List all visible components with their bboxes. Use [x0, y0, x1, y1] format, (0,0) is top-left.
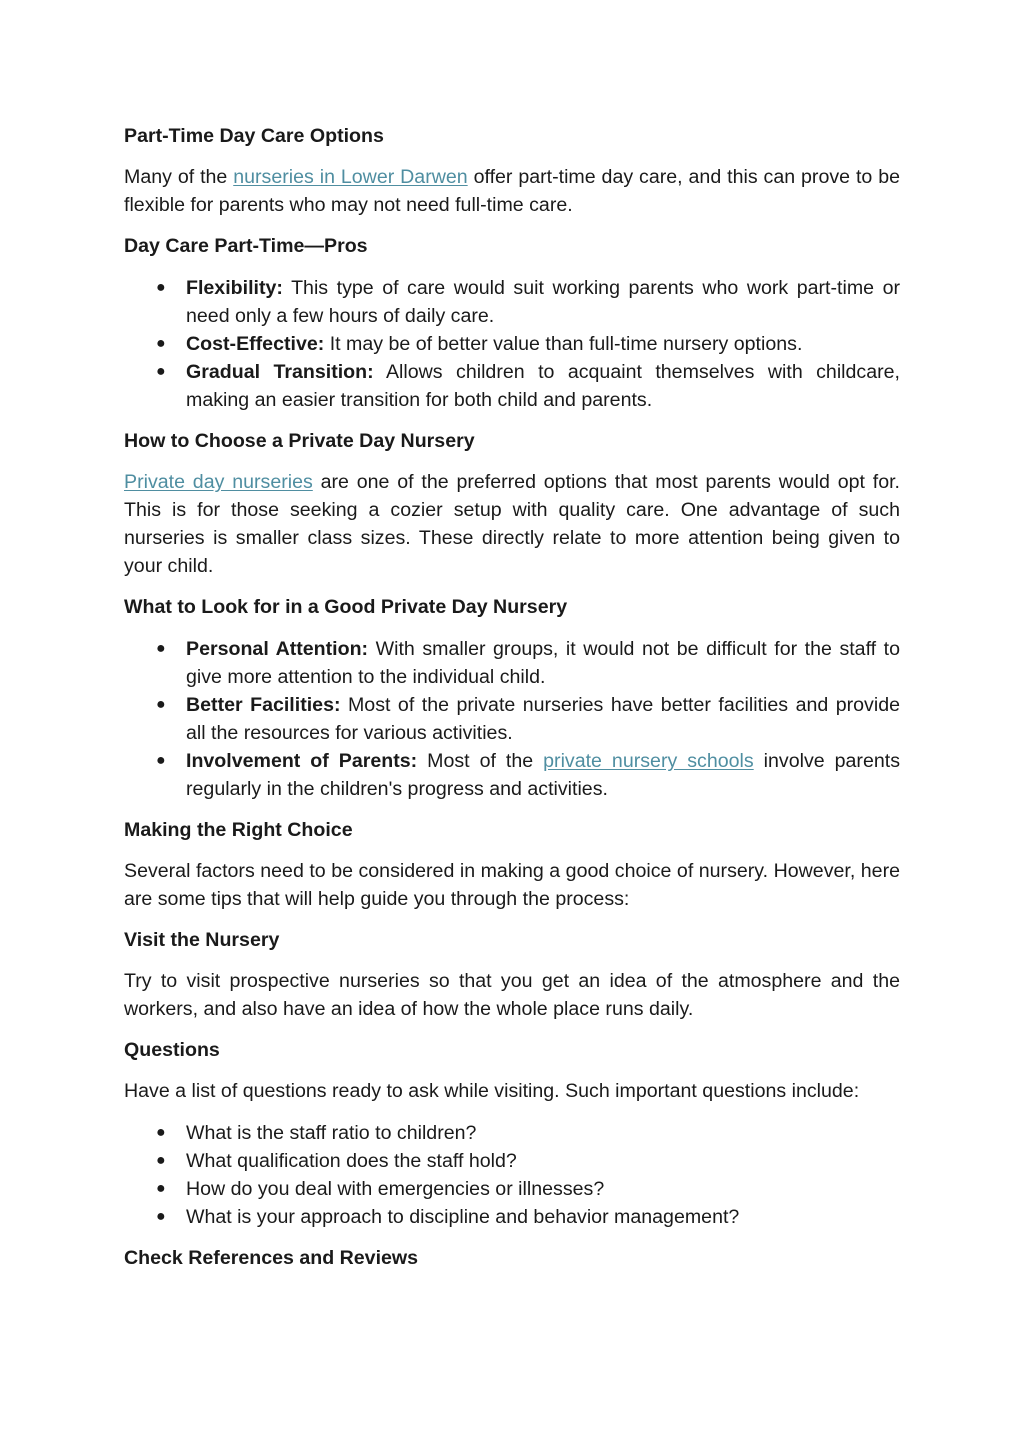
paragraph-part-time-intro	[124, 163, 900, 219]
paragraph-text: offer part-time day care, and this can prove to be flexible for parents who may not need full-time care.	[124, 166, 900, 216]
list-item	[124, 274, 900, 330]
item-label: Better Facilities:	[186, 694, 341, 716]
bullet-icon: ●	[156, 335, 166, 352]
list-item	[124, 747, 900, 803]
item-text: With smaller groups, it would not be difficult for the staff to give more attention to the individual child.	[186, 638, 900, 688]
heading-right-choice: Making the Right Choice	[124, 819, 353, 841]
link-nurseries-lower-darwen[interactable]: nurseries in Lower Darwen	[233, 166, 468, 188]
paragraph-right-choice: Several factors need to be considered in making a good choice of nursery. However, here are some tips that will help guide you through the process:	[124, 860, 900, 910]
item-text: Most of the	[417, 750, 544, 772]
list-item	[124, 1203, 900, 1231]
heading-pros: Day Care Part-Time—Pros	[124, 235, 368, 257]
bullet-icon: ●	[156, 1152, 166, 1169]
document-page	[124, 122, 900, 1272]
list-item	[124, 1119, 900, 1147]
item-label: Cost-Effective:	[186, 333, 325, 355]
pros-list	[124, 274, 900, 414]
bullet-icon: ●	[156, 1180, 166, 1197]
bullet-icon: ●	[156, 752, 166, 769]
paragraph-text: Many of the	[124, 166, 234, 188]
questions-list	[124, 1119, 900, 1231]
heading-part-time-day-care: Part-Time Day Care Options	[124, 125, 384, 147]
item-label: Personal Attention:	[186, 638, 369, 660]
heading-questions: Questions	[124, 1039, 220, 1061]
paragraph-visit-nursery: Try to visit prospective nurseries so that you get an idea of the atmosphere and the workers, and also have an idea of how the whole place runs daily.	[124, 970, 900, 1020]
bullet-icon: ●	[156, 1124, 166, 1141]
paragraph-text: are one of the preferred options that most parents would opt for. This is for those seeking a cozier setup with quality care. One advantage of such nurseries is smaller class sizes. These directly relate to more attention being given to your child.	[124, 471, 900, 577]
list-item	[124, 691, 900, 747]
bullet-icon: ●	[156, 1208, 166, 1225]
list-item	[124, 1175, 900, 1203]
item-text: Most of the private nurseries have better facilities and provide all the resources for various activities.	[186, 694, 901, 744]
item-text: It may be of better value than full-time nursery options.	[324, 333, 803, 355]
item-label: Flexibility:	[186, 277, 283, 299]
heading-what-to-look-for: What to Look for in a Good Private Day Nursery	[124, 596, 568, 618]
list-item	[124, 635, 900, 691]
link-private-nursery-schools[interactable]: private nursery schools	[543, 750, 754, 772]
list-item	[124, 330, 900, 358]
item-label: Involvement of Parents:	[186, 750, 418, 772]
paragraph-private-nurseries	[124, 468, 900, 580]
heading-choose-private-nursery: How to Choose a Private Day Nursery	[124, 430, 475, 452]
item-text: What qualification does the staff hold?	[186, 1150, 517, 1172]
bullet-icon: ●	[156, 279, 166, 296]
item-label: Gradual Transition:	[186, 361, 374, 383]
heading-visit-nursery: Visit the Nursery	[124, 929, 280, 951]
link-private-day-nurseries[interactable]: Private day nurseries	[124, 471, 313, 493]
bullet-icon: ●	[156, 696, 166, 713]
item-text: What is the staff ratio to children?	[186, 1122, 477, 1144]
list-item	[124, 1147, 900, 1175]
item-text: Allows children to acquaint themselves with childcare, making an easier transition for both child and parents.	[186, 361, 900, 411]
item-text: involve parents regularly in the children's progress and activities.	[186, 750, 900, 800]
item-text: This type of care would suit working parents who work part-time or need only a few hours of daily care.	[186, 277, 900, 327]
look-for-list	[124, 635, 900, 803]
bullet-icon: ●	[156, 363, 166, 380]
bullet-icon: ●	[156, 640, 166, 657]
list-item	[124, 358, 900, 414]
item-text: What is your approach to discipline and behavior management?	[186, 1206, 740, 1228]
item-text: How do you deal with emergencies or illnesses?	[186, 1178, 605, 1200]
paragraph-questions: Have a list of questions ready to ask while visiting. Such important questions include:	[124, 1080, 860, 1102]
heading-check-references: Check References and Reviews	[124, 1247, 419, 1269]
